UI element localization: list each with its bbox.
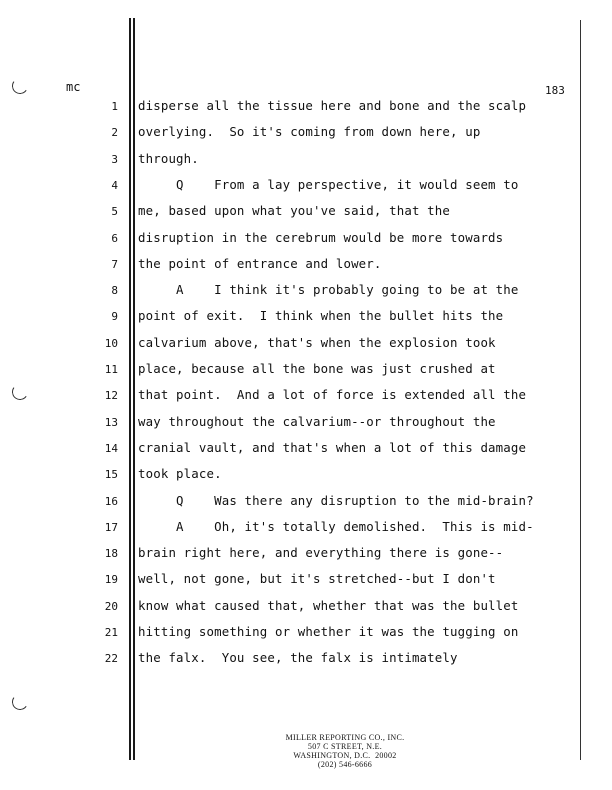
transcript-line [0, 203, 612, 229]
line-number: 6 [111, 231, 118, 245]
line-number: 11 [104, 363, 118, 376]
line-text: through. [138, 150, 199, 166]
line-text: that point. And a lot of force is extended all the [138, 387, 527, 403]
line-text: calvarium above, that's when the explosion took [138, 334, 496, 350]
line-text: know what caused that, whether that was the bullet [138, 597, 519, 613]
footer-company: MILLER REPORTING CO., INC. [285, 733, 405, 742]
page-number: 183 [545, 84, 565, 97]
transcript-line [0, 177, 612, 203]
line-number: 12 [104, 389, 118, 403]
line-text: point of exit. I think when the bullet hits the [138, 308, 504, 324]
line-number: 14 [104, 441, 118, 455]
line-text: the point of entrance and lower. [138, 255, 382, 271]
line-number: 7 [111, 257, 118, 271]
transcript-line [0, 466, 612, 492]
line-number: 20 [104, 599, 118, 613]
transcript-line [0, 624, 612, 650]
transcript-line [0, 335, 612, 361]
transcript-line [0, 387, 612, 413]
line-number: 18 [104, 547, 118, 561]
line-number: 22 [104, 652, 118, 666]
line-number: 10 [104, 336, 118, 350]
line-number: 5 [111, 205, 118, 219]
line-text: Q Was there any disruption to the mid-brain? [138, 492, 534, 508]
transcript-line [0, 308, 612, 334]
transcript-line [0, 256, 612, 282]
transcript-line [0, 414, 612, 440]
transcript-line [0, 545, 612, 571]
line-text: me, based upon what you've said, that the [138, 203, 451, 219]
transcript-line [0, 151, 612, 177]
line-number: 8 [111, 284, 118, 298]
line-text: cranial vault, and that's when a lot of this damage [138, 439, 527, 455]
line-text: disperse all the tissue here and bone and the scalp [138, 98, 527, 113]
transcript-line [0, 598, 612, 624]
transcript-line [0, 361, 612, 387]
transcript-line [0, 230, 612, 256]
line-text: the falx. You see, the falx is intimately [138, 650, 458, 666]
transcript-line [0, 519, 612, 545]
reporter-initials: mc [66, 80, 81, 94]
binder-hole-mark-bottom [11, 693, 30, 712]
line-text: took place. [138, 466, 222, 482]
line-number: 21 [104, 626, 118, 639]
line-text: way throughout the calvarium--or throughout the [138, 413, 496, 429]
transcript-line [0, 650, 612, 676]
binder-hole-mark-top [11, 77, 30, 96]
transcript-line [0, 282, 612, 308]
line-text: brain right here, and everything there is gone-- [138, 545, 504, 561]
line-number: 9 [111, 310, 118, 324]
transcript-line [0, 440, 612, 466]
line-number: 2 [111, 126, 118, 140]
line-text: A I think it's probably going to be at the [138, 282, 519, 298]
line-number: 1 [111, 100, 118, 113]
line-text: Q From a lay perspective, it would seem to [138, 176, 519, 192]
line-number: 3 [111, 152, 118, 166]
line-text: place, because all the bone was just crushed at [138, 361, 496, 376]
reporter-footer [245, 733, 445, 769]
footer-street: 507 C STREET, N.E. [307, 742, 383, 751]
transcript-line [0, 98, 612, 124]
line-number: 17 [104, 520, 118, 534]
line-text: well, not gone, but it's stretched--but I don't [138, 571, 496, 587]
footer-phone: (202) 546-6666 [317, 760, 373, 769]
transcript-line [0, 493, 612, 519]
line-text: A Oh, it's totally demolished. This is mid- [138, 518, 534, 534]
line-text: disruption in the cerebrum would be more towards [138, 229, 504, 245]
transcript-line [0, 571, 612, 597]
footer-city: WASHINGTON, D.C. 20002 [293, 751, 397, 760]
line-text: hitting something or whether it was the tugging on [138, 624, 519, 639]
line-number: 16 [104, 494, 118, 508]
line-number: 13 [104, 415, 118, 429]
transcript-line [0, 124, 612, 150]
line-number: 4 [111, 178, 118, 192]
line-number: 19 [104, 573, 118, 587]
line-text: overlying. So it's coming from down here, up [138, 124, 481, 140]
line-number: 15 [104, 468, 118, 482]
